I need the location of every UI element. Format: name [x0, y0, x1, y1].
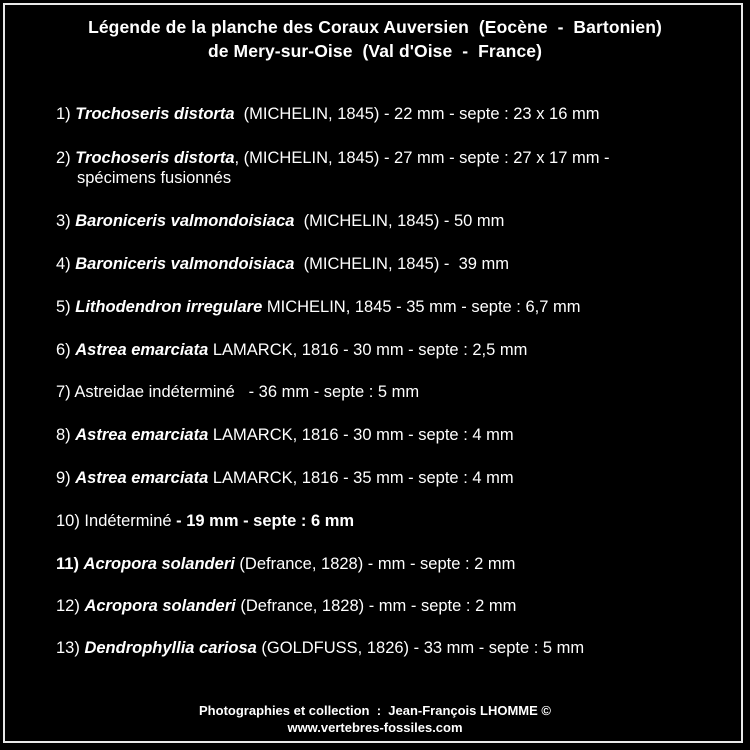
entry-details: - 19 mm - septe : 6 mm [176, 512, 355, 530]
legend-entry-10 [56, 511, 354, 531]
entry-details: (GOLDFUSS, 1826) - 33 mm - septe : 5 mm [256, 639, 585, 657]
entry-number: 13) [56, 639, 85, 657]
legend-entry-11 [56, 554, 515, 574]
credit-line: Photographies et collection : Jean-François LHOMME © [199, 703, 551, 718]
entry-details: , (MICHELIN, 1845) - 27 mm - septe : 27 x 17 mm - [234, 149, 610, 167]
entry-details: (Defrance, 1828) - mm - septe : 2 mm [235, 597, 517, 615]
legend-entry-8 [56, 425, 514, 445]
legend-entry-2 [56, 148, 610, 188]
entry-details: (MICHELIN, 1845) - 39 mm [294, 255, 510, 273]
entry-details: LAMARCK, 1816 - 30 mm - septe : 4 mm [208, 426, 514, 444]
legend-entry-12 [56, 596, 516, 616]
entry-details: (MICHELIN, 1845) - 50 mm [294, 212, 505, 230]
page-title [5, 15, 745, 63]
entry-number: 6) [56, 341, 76, 359]
species-name: Astrea emarciata [75, 341, 209, 359]
legend-entry-4 [56, 254, 509, 274]
entry-number: 4) [56, 255, 76, 273]
entry-number: 10) Indéterminé [56, 512, 177, 530]
legend-entry-9 [56, 468, 514, 488]
legend-entry-6 [56, 340, 527, 360]
species-name: Astrea emarciata [75, 426, 209, 444]
species-name: Lithodendron irregulare [75, 298, 263, 316]
entry-number: 5) [56, 298, 76, 316]
entry-number: 9) [56, 469, 76, 487]
species-name: Baroniceris valmondoisiaca [75, 255, 295, 273]
species-name: Dendrophyllia cariosa [84, 639, 257, 657]
species-name: Acropora solanderi [84, 597, 236, 615]
species-name: Astrea emarciata [75, 469, 209, 487]
page-border [3, 3, 743, 743]
entry-details: (MICHELIN, 1845) - 22 mm - septe : 23 x 16 mm [234, 105, 600, 123]
species-name: Trochoseris distorta [75, 105, 235, 123]
entry-details: LAMARCK, 1816 - 30 mm - septe : 2,5 mm [208, 341, 528, 359]
species-name: Acropora solanderi [83, 555, 235, 573]
entry-text: 7) Astreidae indéterminé - 36 mm - septe : 5 mm [56, 383, 420, 401]
entry-number: 8) [56, 426, 76, 444]
entry-details: (Defrance, 1828) - mm - septe : 2 mm [234, 555, 516, 573]
legend-entry-13 [56, 638, 584, 658]
entry-continuation: spécimens fusionnés [77, 169, 232, 187]
entry-number: 1) [56, 105, 76, 123]
title-line-2: de Mery-sur-Oise (Val d'Oise - France) [207, 41, 543, 61]
entry-details: MICHELIN, 1845 - 35 mm - septe : 6,7 mm [262, 298, 581, 316]
species-name: Trochoseris distorta [75, 149, 235, 167]
title-line-1: Légende de la planche des Coraux Auversien (Eocène - Bartonien) [88, 17, 662, 37]
legend-entry-3 [56, 211, 504, 231]
species-name: Baroniceris valmondoisiaca [75, 212, 295, 230]
legend-entry-7 [56, 382, 419, 402]
entry-number: 3) [56, 212, 76, 230]
entry-number: 2) [56, 149, 76, 167]
entry-details: LAMARCK, 1816 - 35 mm - septe : 4 mm [208, 469, 514, 487]
entry-number: 12) [56, 597, 85, 615]
website-link[interactable]: www.vertebres-fossiles.com [287, 720, 463, 735]
entry-number: 11) [56, 555, 84, 573]
legend-entry-1 [56, 104, 599, 124]
credits-footer [5, 702, 745, 736]
legend-entry-5 [56, 297, 580, 317]
